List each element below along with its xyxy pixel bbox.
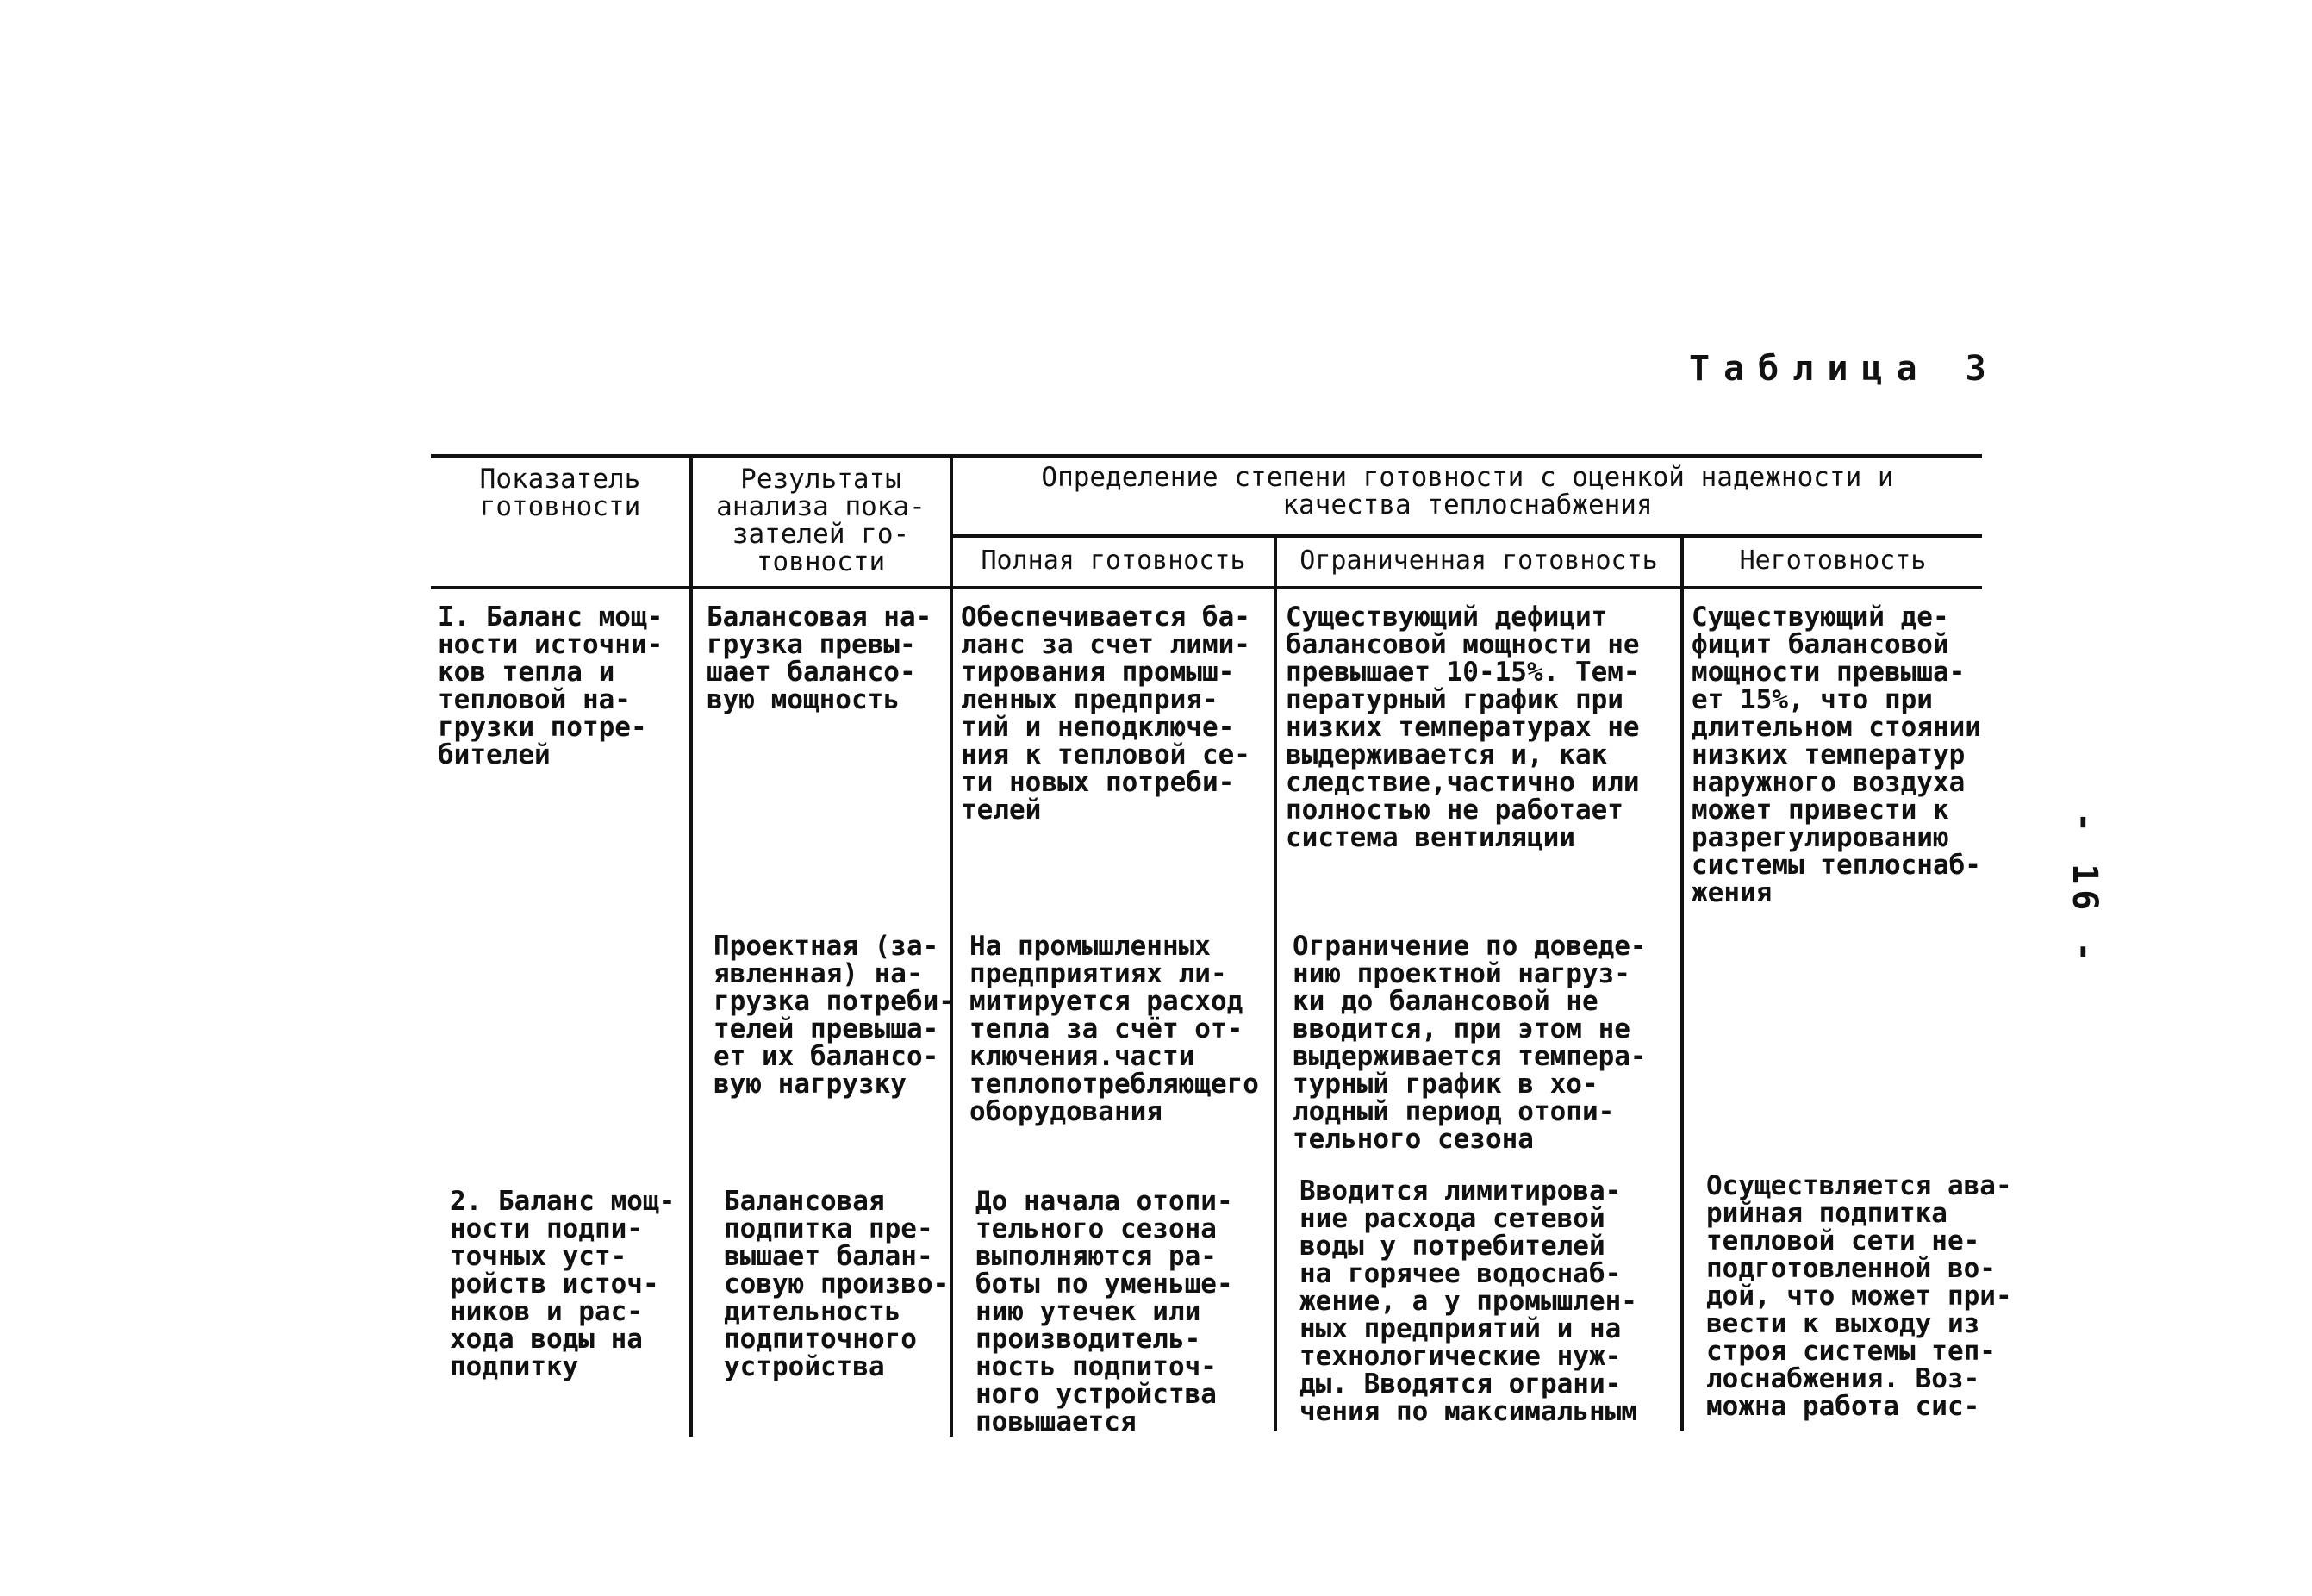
header-indicator: Показатель готовности	[479, 464, 641, 522]
table-cell: 2. Баланс мощ- ности подпи- точных уст- ройств источ- ников и рас- хода воды на подпитку	[450, 1186, 676, 1382]
table-cell: Балансовая на- грузка превы- шает балансо- вую мощность	[707, 602, 932, 715]
table-cell: Существующий де- фицит балансовой мощности превыша- ет 15%, что при длительном стоянии низких температур наружного воздуха может привести к разрегулированию системы теплоснаб- жения	[1692, 602, 1981, 908]
table-cell: До начала отопи- тельного сезона выполняются ра- боты по уменьше- нию утечек или производитель- ность подпиточ- ного устройства повышается	[975, 1186, 1233, 1437]
header-not-ready: Неготовность	[1739, 546, 1927, 576]
table-cell: I. Баланс мощ- ности источни- ков тепла и тепловой на- грузки потре- бителей	[438, 602, 664, 770]
header-bottom-rule	[431, 586, 1982, 589]
table-cell: Ограничение по доведе- нию проектной нагруз- ки до балансовой не вводится, при этом не выдерживается темпера- турный график в хо- лодный период отопи- тельного сезона	[1293, 931, 1647, 1155]
header-full-readiness: Полная готовность	[981, 546, 1246, 576]
table-title: Таблица 3	[1689, 349, 2000, 389]
header-limited-readiness: Ограниченная готовность	[1299, 546, 1658, 576]
table-cell: Проектная (за- явленная) на- грузка потреби- телей превыша- ет их балансо- вую нагрузку	[714, 931, 955, 1100]
header-results: Результаты анализа пока- зателей го- товности	[716, 464, 925, 577]
column-divider-3	[1274, 534, 1277, 1431]
column-divider-4	[1680, 534, 1684, 1431]
table-cell: Существующий дефицит балансовой мощности не превышает 10-15%. Тем- пературный график при низких температурах не выдерживается и, как следствие,частично или полностью не работает система вентиляции	[1286, 602, 1640, 853]
column-divider-1	[689, 454, 693, 1437]
table-cell: Обеспечивается ба- ланс за счет лими- тирования промыш- ленных предприя- тий и неподключе- ния к тепловой се- ти новых потреби- телей	[961, 602, 1250, 826]
header-readiness-group: Определение степени готовности с оценкой надежности и качества теплоснабжения	[1041, 462, 1894, 521]
table-cell: Осуществляется ава- рийная подпитка тепловой сети не- подготовленной во- дой, что может при- вести к выходу из строя системы теп- лоснабжения. Воз- можна работа сис-	[1706, 1170, 2012, 1422]
page-number: - 16 -	[2065, 812, 2104, 968]
table-cell: Вводится лимитирова- ние расхода сетевой воды у потребителей на горячее водоснаб- жение, а у промышлен- ных предприятий и на технологические нуж- ды. Вводятся ограни- чения по максимальным	[1299, 1175, 1637, 1427]
header-group-rule	[950, 534, 1982, 538]
table-cell: На промышленных предприятиях ли- митируется расход тепла за счёт от- ключения.части теплопотребляющего оборудования	[969, 931, 1259, 1127]
table-cell: Балансовая подпитка пре- вышает балан- совую произво- дительность подпиточного устройства	[724, 1186, 950, 1382]
table-top-rule	[431, 454, 1982, 458]
